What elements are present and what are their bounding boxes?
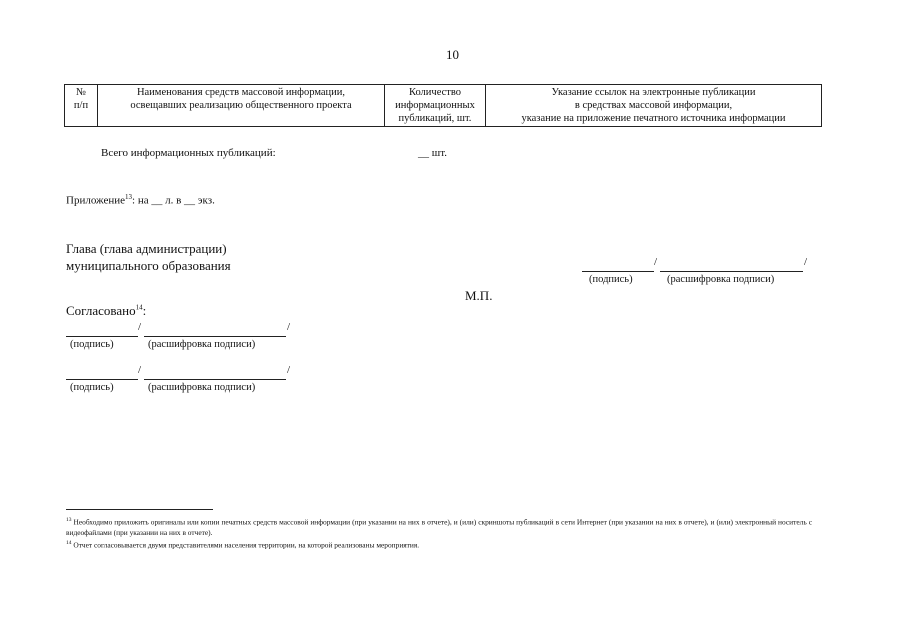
- footnote: [66, 538, 812, 550]
- attachment-text: : на __ л. в __ экз.: [132, 194, 215, 207]
- signature-decode-line: [660, 259, 803, 272]
- header-text: Количество: [408, 87, 462, 98]
- signature-decode-line: [144, 367, 286, 380]
- page-number: 10: [446, 47, 459, 62]
- total-value: __ шт.: [418, 147, 447, 159]
- head-title-line: муниципального образования: [66, 258, 231, 273]
- agreed-label: [66, 303, 146, 319]
- signature-slash: /: [654, 256, 658, 268]
- agreed-text: Согласовано: [66, 303, 136, 318]
- signature-line: [582, 259, 654, 272]
- publications-table: [64, 84, 822, 127]
- signature-line: [66, 367, 138, 380]
- attachment-label: Приложение: [66, 194, 126, 207]
- table-header-row: [65, 85, 822, 127]
- header-text: освещавших реализацию общественного проекта: [130, 100, 352, 111]
- head-title: [66, 240, 231, 274]
- agreed-colon: :: [142, 303, 147, 318]
- footnote-ref: 14: [135, 303, 143, 312]
- footnote-ref: 13: [125, 193, 133, 201]
- header-cell-media-name: [98, 85, 385, 127]
- signature-decode-caption: (расшифровка подписи): [148, 382, 256, 393]
- signature-slash: /: [287, 321, 291, 333]
- head-title-line: Глава (глава администрации): [66, 241, 227, 256]
- signature-decode-line: [144, 324, 286, 337]
- total-label: Всего информационных публикаций:: [101, 147, 276, 159]
- signature-decode-caption: (расшифровка подписи): [667, 274, 775, 285]
- signature-slash: /: [804, 256, 808, 268]
- header-cell-number: [65, 85, 98, 127]
- header-text: указание на приложение печатного источника информации: [521, 113, 786, 124]
- header-text: п/п: [73, 100, 89, 111]
- signature-slash: /: [138, 321, 142, 333]
- signature-line: [66, 324, 138, 337]
- header-cell-count: [385, 85, 486, 127]
- footnote-number: 13: [66, 517, 72, 523]
- header-text: информационных: [395, 100, 475, 111]
- header-text: Наименования средств массовой информации,: [136, 87, 346, 98]
- signature-decode-caption: (расшифровка подписи): [148, 339, 256, 350]
- footnotes: [66, 515, 812, 551]
- header-text: публикаций, шт.: [398, 113, 472, 124]
- footnote-text: Необходимо приложить оригиналы или копии печатных средств массовой информации (при указании на них в отчете), и (или) скриншоты публикаций в сети Интернет (при указании на них в отчете), и (или) электронный носитель с видеофайлами (при указании на них в отчете).: [66, 517, 812, 538]
- attachment-line: [66, 193, 215, 207]
- header-text: в средствах массовой информации,: [574, 100, 733, 111]
- footnote: [66, 515, 812, 538]
- header-text: №: [75, 87, 87, 98]
- header-text: Указание ссылок на электронные публикации: [551, 87, 756, 98]
- signature-caption: (подпись): [70, 382, 114, 393]
- signature-slash: /: [287, 364, 291, 376]
- signature-slash: /: [138, 364, 142, 376]
- footnote-separator: [66, 509, 213, 510]
- footnote-text: Отчет согласовывается двумя представителями населения территории, на которой реализованы мероприятия.: [73, 540, 420, 550]
- signature-caption: (подпись): [589, 274, 633, 285]
- header-cell-links: [486, 85, 822, 127]
- stamp-label: М.П.: [465, 288, 493, 303]
- signature-caption: (подпись): [70, 339, 114, 350]
- footnote-number: 14: [66, 540, 72, 547]
